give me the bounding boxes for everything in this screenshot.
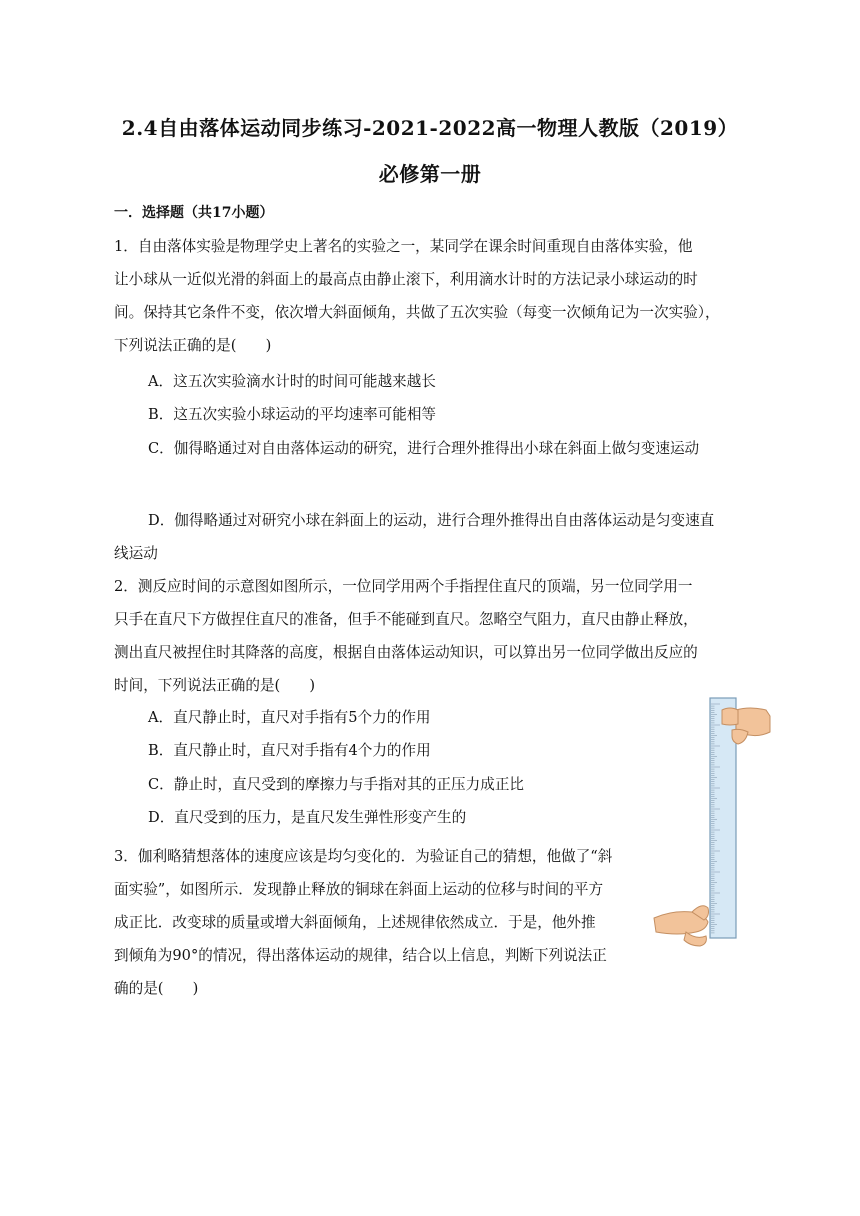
bottom-hand-icon	[654, 906, 709, 946]
question-1-option-b: B．这五次实验小球运动的平均速率可能相等	[148, 406, 437, 423]
document-title-line1: 2.4自由落体运动同步练习-2021-2022高一物理人教版（2019）	[121, 116, 739, 140]
question-1-line: 间。保持其它条件不变，依次增大斜面倾角，共做了五次实验（每变一次倾角记为一次实验），	[114, 304, 720, 321]
question-2-option-c: C．静止时，直尺受到的摩擦力与手指对其的正压力成正比	[148, 776, 525, 793]
question-1-line: 下列说法正确的是( )	[114, 337, 272, 354]
question-1-option-d	[114, 504, 734, 570]
question-1-option-a: A．这五次实验滴水计时的时间可能越来越长	[148, 373, 436, 390]
question-2-line: 测出直尺被捏住时其降落的高度，根据自由落体运动知识，可以算出另一位同学做出反应的	[114, 644, 698, 661]
question-2-option-d: D．直尺受到的压力，是直尺发生弹性形变产生的	[148, 809, 467, 826]
question-3-line: 到倾角为90°的情况，得出落体运动的规律，结合以上信息，判断下列说法正	[114, 947, 607, 964]
document-title-line2: 必修第一册	[378, 162, 482, 186]
question-1-option-c: C．伽得略通过对自由落体运动的研究，进行合理外推得出小球在斜面上做匀变速运动	[148, 440, 700, 457]
question-2-option-b: B．直尺静止时，直尺对手指有4个力的作用	[148, 742, 431, 759]
section-heading: 一．选择题（共17小题）	[114, 205, 274, 221]
question-1-option-d-line: 线运动	[114, 545, 158, 562]
question-3-stem	[114, 840, 644, 1005]
question-3-line: 3．伽利略猜想落体的速度应该是均匀变化的．为验证自己的猜想，他做了“斜	[114, 848, 613, 865]
question-2-line: 2．测反应时间的示意图如图所示，一位同学用两个手指捏住直尺的顶端，另一位同学用一	[114, 578, 693, 595]
question-3-line: 成正比．改变球的质量或增大斜面倾角，上述规律依然成立．于是，他外推	[114, 914, 596, 931]
question-3-line: 确的是( )	[114, 980, 199, 997]
question-2-line: 时间，下列说法正确的是( )	[114, 677, 316, 694]
question-3-line: 面实验”，如图所示．发现静止释放的铜球在斜面上运动的位移与时间的平方	[114, 881, 604, 898]
question-2-line: 只手在直尺下方做捏住直尺的准备，但手不能碰到直尺。忽略空气阻力，直尺由静止释放，	[114, 611, 698, 628]
question-1-stem	[114, 230, 734, 362]
question-1-line: 让小球从一近似光滑的斜面上的最高点由静止滚下，利用滴水计时的方法记录小球运动的时	[114, 271, 698, 288]
question-1-option-d-line: D．伽得略通过对研究小球在斜面上的运动，进行合理外推得出自由落体运动是匀变速直	[148, 512, 715, 529]
ruler-with-hands-figure	[652, 696, 772, 956]
question-2-stem	[114, 570, 734, 702]
question-1-line: 1．自由落体实验是物理学史上著名的实验之一，某同学在课余时间重现自由落体实验，他	[114, 238, 693, 255]
question-2-option-a: A．直尺静止时，直尺对手指有5个力的作用	[148, 709, 431, 726]
